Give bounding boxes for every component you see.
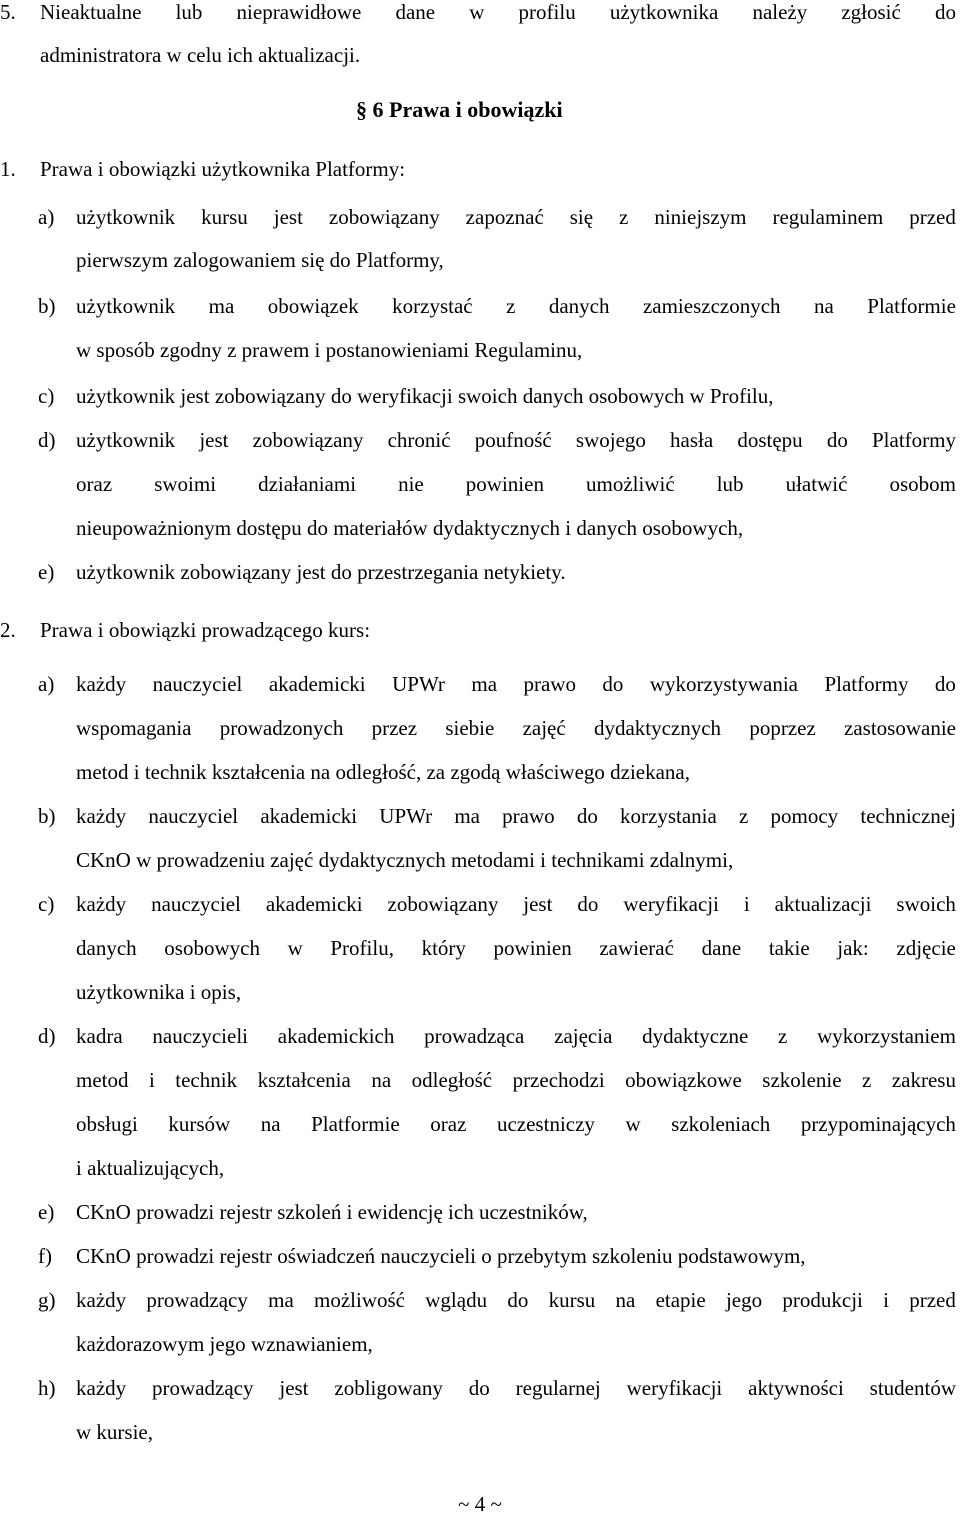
list-item-line: każdy prowadzący jest zobligowany do regularnej weryfikacji aktywności studentów <box>76 1376 956 1400</box>
list-item-line: kadra nauczycieli akademickich prowadząca zajęcia dydaktyczne z wykorzystaniem <box>76 1024 956 1048</box>
list-item-line: wspomagania prowadzonych przez siebie zajęć dydaktycznych poprzez zastosowanie <box>76 716 956 740</box>
list-item-label: d) <box>38 428 56 452</box>
page-number: ~ 4 ~ <box>458 1492 502 1516</box>
list-item-line: użytkownik zobowiązany jest do przestrzegania netykiety. <box>76 560 566 584</box>
list-item-line: w kursie, <box>76 1420 153 1444</box>
list-item-label: c) <box>38 384 55 408</box>
list-item-line: CKnO w prowadzeniu zajęć dydaktycznych metodami i technikami zdalnymi, <box>76 848 734 872</box>
part2-title: Prawa i obowiązki prowadzącego kurs: <box>40 618 371 642</box>
list-item-label: b) <box>38 804 56 828</box>
list-item-label: g) <box>38 1288 56 1312</box>
list-item-label: c) <box>38 892 55 916</box>
section-heading: § 6 Prawa i obowiązki <box>356 97 563 122</box>
list-item-label: a) <box>38 672 55 696</box>
list-item-line: użytkownik ma obowiązek korzystać z danych zamieszczonych na Platformie <box>76 294 956 318</box>
list-item-label: a) <box>38 205 55 229</box>
list-item-line: danych osobowych w Profilu, który powinien zawierać dane takie jak: zdjęcie <box>76 936 956 960</box>
list-item-label: e) <box>38 560 55 584</box>
list-item-label: h) <box>38 1376 56 1400</box>
list-item-line: CKnO prowadzi rejestr szkoleń i ewidencję ich uczestników, <box>76 1200 588 1224</box>
list-item-line: każdy nauczyciel akademicki UPWr ma prawo do wykorzystywania Platformy do <box>76 672 956 696</box>
list-item-line: i aktualizujących, <box>76 1156 225 1180</box>
list-item-label: d) <box>38 1024 56 1048</box>
list-item-line: każdy nauczyciel akademicki zobowiązany jest do weryfikacji i aktualizacji swoich <box>76 892 956 916</box>
list-item-line: nieupoważnionym dostępu do materiałów dydaktycznych i danych osobowych, <box>76 516 744 540</box>
list-item-line: użytkownik jest zobowiązany do weryfikacji swoich danych osobowych w Profilu, <box>76 384 774 408</box>
list-item-line: każdy nauczyciel akademicki UPWr ma prawo do korzystania z pomocy technicznej <box>76 804 956 828</box>
list-item-line: w sposób zgodny z prawem i postanowieniami Regulaminu, <box>76 338 583 362</box>
list-item-line: użytkownik kursu jest zobowiązany zapoznać się z niniejszym regulaminem przed <box>76 205 956 229</box>
list-item-line: metod i technik kształcenia na odległość, za zgodą właściwego dziekana, <box>76 760 691 784</box>
list-item-label: e) <box>38 1200 55 1224</box>
item5-line1: Nieaktualne lub nieprawidłowe dane w profilu użytkownika należy zgłosić do <box>40 0 956 24</box>
list-item-line: pierwszym zalogowaniem się do Platformy, <box>76 248 444 272</box>
list-item-line: obsługi kursów na Platformie oraz uczestniczy w szkoleniach przypominających <box>76 1112 956 1136</box>
list-item-line: CKnO prowadzi rejestr oświadczeń nauczycieli o przebytym szkoleniu podstawowym, <box>76 1244 806 1268</box>
list-item-line: oraz swoimi działaniami nie powinien umożliwić lub ułatwić osobom <box>76 472 956 496</box>
part1-title: Prawa i obowiązki użytkownika Platformy: <box>40 157 406 181</box>
list-item-line: metod i technik kształcenia na odległość przechodzi obowiązkowe szkolenie z zakresu <box>76 1068 956 1092</box>
list-item-line: użytkownik jest zobowiązany chronić poufność swojego hasła dostępu do Platformy <box>76 428 956 452</box>
list-item-line: każdy prowadzący ma możliwość wglądu do kursu na etapie jego produkcji i przed <box>76 1288 956 1312</box>
part1-number: 1. <box>0 157 16 181</box>
list-item-label: b) <box>38 294 56 318</box>
part2-number: 2. <box>0 618 16 642</box>
item-number: 5. <box>0 0 16 24</box>
list-item-line: użytkownika i opis, <box>76 980 242 1004</box>
list-item-label: f) <box>38 1244 52 1268</box>
item5-line2: administratora w celu ich aktualizacji. <box>40 43 361 67</box>
list-item-line: każdorazowym jego wznawianiem, <box>76 1332 373 1356</box>
